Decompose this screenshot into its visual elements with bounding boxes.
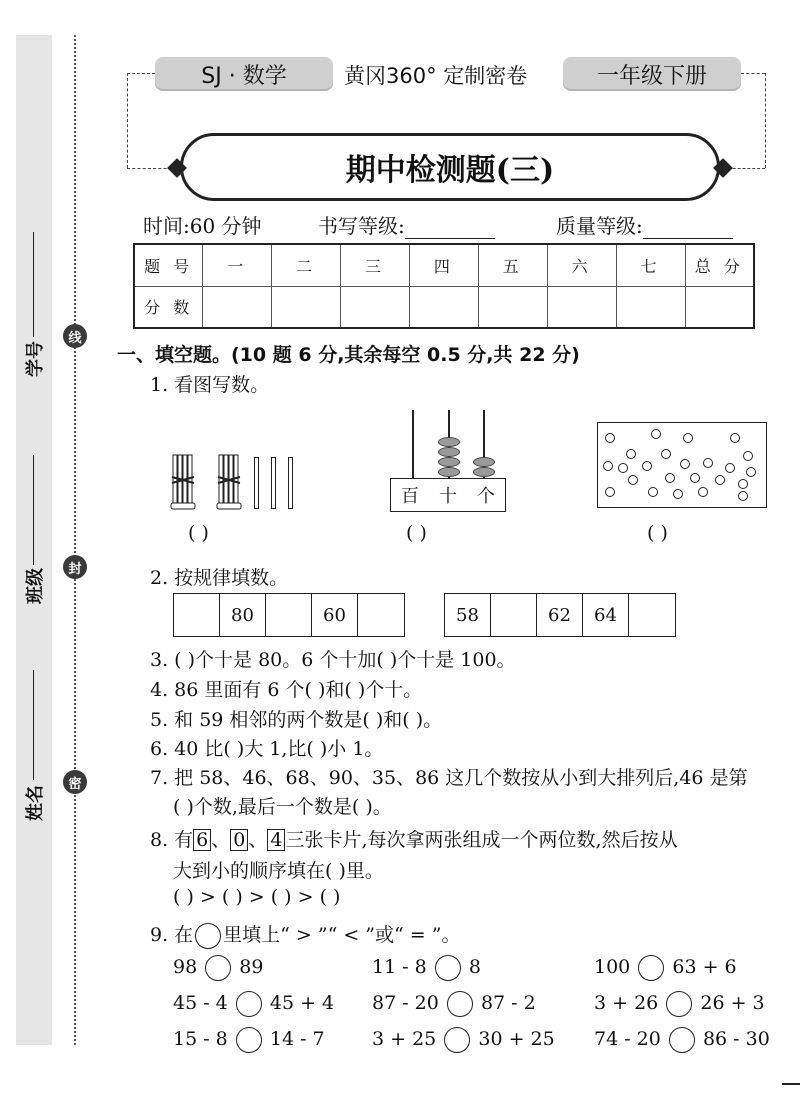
binding-strip xyxy=(16,35,52,1045)
name-label: 姓名 xyxy=(25,785,46,821)
question-2: 2. 按规律填数。 xyxy=(150,567,289,589)
sequence-row-1 xyxy=(173,593,405,637)
abacus-bead xyxy=(473,467,495,477)
score-cell[interactable] xyxy=(616,286,685,328)
compare-circle[interactable] xyxy=(444,1027,470,1053)
score-header-cell: 四 xyxy=(410,244,479,286)
abacus-bead xyxy=(438,437,460,447)
compare-circle[interactable] xyxy=(236,991,262,1017)
circle-icon xyxy=(195,923,221,949)
score-cell[interactable] xyxy=(341,286,410,328)
score-header-cell: 题 号 xyxy=(134,244,203,286)
compare-item: 45 - 4 45 + 4 xyxy=(173,991,334,1017)
abacus-bead xyxy=(438,457,460,467)
writing-grade-label: 书写等级: xyxy=(318,210,495,239)
compare-circle[interactable] xyxy=(638,955,664,981)
score-cell[interactable] xyxy=(203,286,272,328)
grade-pill: 一年级下册 xyxy=(563,57,741,91)
question-7-line-2: ( )个数,最后一个数是( )。 xyxy=(173,796,392,818)
sequence-cell: 58 xyxy=(445,594,491,636)
abacus-label: 十 xyxy=(439,486,457,507)
compare-item: 11 - 8 8 xyxy=(372,955,481,981)
sequence-cell[interactable] xyxy=(358,594,404,636)
answer-blank-3[interactable]: ( ) xyxy=(647,522,668,544)
single-stick xyxy=(271,457,276,509)
abacus-label: 个 xyxy=(477,486,495,507)
sequence-cell: 80 xyxy=(220,594,266,636)
section-heading: 一、填空题。(10 题 6 分,其余每空 0.5 分,共 22 分) xyxy=(117,344,580,366)
question-3: 3. ( )个十是 80。6 个十加( )个十是 100。 xyxy=(150,649,516,671)
sequence-cell[interactable] xyxy=(629,594,675,636)
name-line xyxy=(33,670,34,780)
number-card: 0 xyxy=(230,829,248,851)
sequence-row-2 xyxy=(444,593,676,637)
compare-item: 98 89 xyxy=(173,955,263,981)
question-6: 6. 40 比( )大 1,比( )小 1。 xyxy=(150,738,384,760)
sequence-cell: 60 xyxy=(312,594,358,636)
score-header-cell: 总 分 xyxy=(685,244,754,286)
score-cell[interactable] xyxy=(410,286,479,328)
stick-bundle-icon xyxy=(216,453,244,511)
sequence-cell[interactable] xyxy=(266,594,312,636)
compare-circle[interactable] xyxy=(447,991,473,1017)
quality-grade-blank[interactable] xyxy=(643,217,733,239)
compare-item: 3 + 25 30 + 25 xyxy=(372,1027,555,1053)
sequence-cell[interactable] xyxy=(491,594,537,636)
compare-item: 15 - 8 14 - 7 xyxy=(173,1027,325,1053)
writing-grade-blank[interactable] xyxy=(405,217,495,239)
score-table xyxy=(133,243,755,329)
compare-item: 87 - 20 87 - 2 xyxy=(372,991,536,1017)
question-7-line-1: 7. 把 58、46、68、90、35、86 这几个数按从小到大排列后,46 是第 xyxy=(150,767,748,789)
question-8-line-1: 8. 有 6 、 0 、 4 三张卡片,每次拿两张组成一个两位数,然后按从 xyxy=(150,829,678,851)
single-stick xyxy=(254,457,259,509)
question-8-line-2: 大到小的顺序填在( )里。 xyxy=(173,860,384,882)
score-header-cell: 六 xyxy=(547,244,616,286)
stick-bundle-icon xyxy=(170,453,198,511)
quality-grade-label: 质量等级: xyxy=(556,210,733,239)
seal-line-mark: 线 xyxy=(63,324,87,348)
seal-seal-mark: 封 xyxy=(63,555,87,579)
score-header-cell: 三 xyxy=(341,244,410,286)
page-edge-mark xyxy=(782,1083,800,1085)
score-header-cell: 二 xyxy=(272,244,341,286)
question-4: 4. 86 里面有 6 个( )和( )个十。 xyxy=(150,679,423,701)
abacus-base xyxy=(390,478,506,512)
circles-box xyxy=(597,422,767,508)
question-1: 1. 看图写数。 xyxy=(150,374,270,396)
sequence-cell: 62 xyxy=(537,594,583,636)
compare-item: 74 - 20 86 - 30 xyxy=(594,1027,770,1053)
answer-blank-2[interactable]: ( ) xyxy=(406,522,427,544)
compare-circle[interactable] xyxy=(205,955,231,981)
student-no-label: 学号 xyxy=(25,341,46,377)
abacus-label: 百 xyxy=(401,486,419,507)
compare-circle[interactable] xyxy=(669,1027,695,1053)
number-card: 6 xyxy=(193,829,211,851)
single-stick xyxy=(288,457,293,509)
number-card: 4 xyxy=(267,829,285,851)
cut-line xyxy=(74,35,76,1045)
compare-item: 100 63 + 6 xyxy=(594,955,737,981)
subject-pill: SJ · 数学 xyxy=(155,57,333,91)
compare-circle[interactable] xyxy=(236,1027,262,1053)
score-header-cell: 一 xyxy=(203,244,272,286)
sequence-cell[interactable] xyxy=(174,594,220,636)
page-title: 期中检测题(三) xyxy=(180,133,720,201)
class-line xyxy=(33,455,34,565)
student-no-line xyxy=(33,232,34,337)
score-header-cell: 五 xyxy=(478,244,547,286)
class-label: 班级 xyxy=(25,568,46,604)
question-9: 9. 在 里填上“ > ”“ < ”或“ = ”。 xyxy=(150,920,460,949)
score-cell[interactable] xyxy=(272,286,341,328)
abacus-bead xyxy=(438,447,460,457)
score-cell[interactable] xyxy=(547,286,616,328)
brand-title: 黄冈360° 定制密卷 xyxy=(344,64,528,88)
compare-item: 3 + 26 26 + 3 xyxy=(594,991,765,1017)
compare-circle[interactable] xyxy=(435,955,461,981)
abacus-bead xyxy=(438,467,460,477)
sequence-cell: 64 xyxy=(583,594,629,636)
exam-time: 时间:60 分钟 xyxy=(143,214,262,238)
question-8-answers[interactable]: ( ) > ( ) > ( ) > ( ) xyxy=(173,886,341,908)
abacus-bead xyxy=(473,457,495,467)
abacus-rod-hundreds xyxy=(412,410,414,478)
score-cell[interactable] xyxy=(478,286,547,328)
score-row-label: 分 数 xyxy=(134,286,203,328)
seal-secret-mark: 密 xyxy=(63,770,87,794)
answer-blank-1[interactable]: ( ) xyxy=(188,522,209,544)
score-cell[interactable] xyxy=(685,286,754,328)
question-5: 5. 和 59 相邻的两个数是( )和( )。 xyxy=(150,709,443,731)
score-header-cell: 七 xyxy=(616,244,685,286)
compare-circle[interactable] xyxy=(666,991,692,1017)
